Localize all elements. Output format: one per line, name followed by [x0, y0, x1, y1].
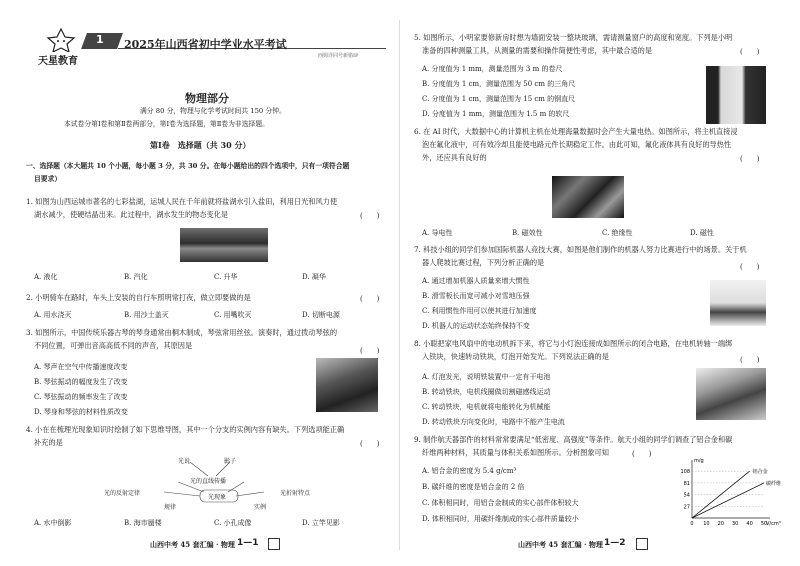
x-axis-label: V/cm³	[766, 521, 781, 527]
q6-option-d: D. 磁性	[690, 229, 714, 237]
series-label: 铝合金	[752, 469, 768, 476]
q3-line-1: 3. 如图所示，中国传统乐器古琴的琴身通常由桐木制成，琴弦常用丝弦。演奏时，通过拨动琴弦的	[26, 328, 338, 337]
motor-circuit-photo	[696, 368, 766, 420]
page-number-right: 1—2	[604, 538, 626, 548]
mass-volume-chart	[676, 458, 792, 530]
q9-line-2: 纤维两种材料，其质量与体积关系如图所示。分析图象可知	[422, 448, 609, 457]
y-tick-label: 81	[683, 480, 690, 487]
mind-map-center: 光现象	[208, 494, 227, 501]
y-tick-label: 108	[680, 469, 690, 476]
mind-map-top-1: 光说	[178, 458, 191, 465]
q8-option-a: A. 灯泡发光，说明铁装置中一定有干电池	[422, 373, 551, 381]
q7-answer-paren: ( )	[740, 263, 760, 271]
footer-book-right: 山西中考 45 套汇编 · 物理	[518, 540, 603, 549]
q5-option-b: B. 分度值为 1 cm，测量范围为 50 cm 的三角尺	[422, 80, 576, 88]
q2-option-c: C. 用嘴吹灭	[214, 311, 252, 319]
q9-option-a: A. 铝合金的密度为 5.4 g/cm³	[422, 467, 517, 475]
footer-qr-icon-right	[636, 538, 648, 550]
mind-map-right: 光折射特点	[280, 490, 311, 497]
q3-option-b: B. 琴弦振动的幅度发生了改变	[34, 378, 128, 386]
q8-option-c: C. 转动铁块，电机就将电能转化为机械能	[422, 403, 551, 411]
subject-title: 物理部分	[185, 92, 229, 105]
q4-option-d: D. 立竿见影	[302, 519, 340, 527]
q7-option-d: D. 机器人的运动状态始终保持不变	[422, 322, 530, 330]
q9-option-c: C. 体积相同时，用铝合金制成的实心部件体积较大	[422, 499, 579, 507]
q9-answer-paren: ( )	[632, 450, 652, 458]
intro-line-1: 满分 80 分，物理与化学考试时间共 150 分钟。	[140, 107, 286, 115]
q1-answer-paren: ( )	[360, 212, 380, 220]
server-cooling-photo	[552, 176, 624, 218]
footer-book: 山西中考 45 套汇编 · 物理	[150, 540, 235, 549]
x-tick-label: 10	[703, 521, 710, 527]
q5-option-d: D. 分度值为 1 mm，测量范围为 1.5 m 的软尺	[422, 110, 570, 118]
page-number: 1—1	[237, 538, 259, 548]
q4-line-2: 补充的是	[34, 438, 63, 447]
right-page	[400, 0, 800, 566]
q5-line-1: 5. 如图所示，小明家要修新房时想为墙面安装一整块玻璃，需请测量窗户的高度和宽度。下列是小明	[414, 33, 733, 42]
q8-option-d: D. 转动铁块方向变化时，电路中不能产生电流	[422, 418, 565, 426]
intro-line-2: 本试卷分第Ⅰ卷和第Ⅱ卷两部分，第Ⅰ卷为选择题，第Ⅱ卷为非选择题。	[64, 120, 269, 128]
y-axis-label: m/g	[694, 458, 704, 464]
robot-skiing-photo	[710, 280, 766, 326]
exam-title: 2025年山西省初中学业水平考试	[124, 38, 287, 51]
q8-line-2: 入铁块，快速转动铁块，灯泡开始发光。下列说法正确的是	[422, 352, 609, 361]
x-tick-label: 0	[690, 521, 694, 527]
q3-option-c: C. 琴弦振动的频率发生了改变	[34, 393, 128, 401]
q5-option-c: C. 分度值为 1 cm，测量范围为 15 cm 的钢直尺	[422, 95, 576, 103]
q6-line-3: 外，还应具有良好的	[422, 153, 487, 162]
mind-map-top-2: 影子	[224, 458, 237, 465]
q7-option-a: A. 通过增加机器人质量来增大惯性	[422, 277, 530, 285]
q8-line-1: 8. 小聪把家电风扇中的电动机拆下来，将它与小灯泡连接成如图所示的闭合电路，在电机转轴一端绑	[414, 339, 733, 348]
q6-option-c: C. 绝缘性	[602, 229, 633, 237]
q1-option-a: A. 液化	[34, 273, 58, 281]
section-desc-2: 目要求）	[34, 175, 62, 183]
q8-answer-paren: ( )	[740, 356, 760, 364]
q9-option-b: B. 碳纤维的密度是铝合金的 2 倍	[422, 483, 525, 491]
q4-option-b: B. 海市蜃楼	[124, 519, 162, 527]
q8-option-b: B. 转动铁块，电机线圈做切割磁感线运动	[422, 388, 551, 396]
mind-map-mid: 光的直线传播	[190, 478, 227, 485]
series-line	[692, 483, 764, 518]
q7-line-2: 器人爬坡比赛过程，下列分析正确的是	[422, 258, 545, 267]
q7-option-c: C. 利用惯性作用可以使其进行加速度	[422, 307, 537, 315]
footer-qr-icon	[268, 538, 280, 550]
mind-map-bottom-1: 规律	[164, 504, 177, 511]
q4-option-c: C. 小孔成像	[214, 519, 252, 527]
mind-map-left: 光的反射定律	[104, 490, 141, 497]
q5-line-2: 准备的四种测量工具，从测量的需要和操作简便性考虑，其中最合适的是	[422, 46, 653, 55]
x-tick-label: 20	[717, 521, 724, 527]
q3-answer-paren: ( )	[360, 347, 380, 355]
window-photo	[706, 66, 766, 124]
star-logo-icon	[44, 28, 78, 52]
x-tick-label: 30	[732, 521, 739, 527]
q6-line-2: 泡在氟化液中，可有效冷却且能使电路元件长期稳定工作。由此可知，氟化液体具有良好的导热性	[422, 140, 732, 149]
guqin-photo	[316, 358, 378, 412]
q2-option-a: A. 用水浇灭	[34, 311, 72, 319]
q7-option-b: B. 滑雪板长而宽可减小对雪地压强	[422, 292, 530, 300]
q6-line-1: 6. 在 AI 时代，大数据中心的计算机主机在处理海量数据时会产生大量电热。如图所示，将主机直接浸	[414, 127, 738, 136]
q1-line-2: 湖水减少，使硬结晶出来。此过程中，湖水发生的物态变化是	[34, 210, 229, 219]
q4-answer-paren: ( )	[360, 440, 380, 448]
brand-name: 天星教育	[38, 56, 78, 67]
y-tick-label: 27	[683, 504, 690, 511]
q2-line-1: 2. 小明骑车在路时，车头上安装的自行车照明常打夜，做立即要做的是	[26, 293, 251, 302]
q5-answer-paren: ( )	[740, 48, 760, 56]
section-heading: 第Ⅰ卷 选择题（共 30 分）	[150, 140, 251, 150]
x-tick-label: 50	[760, 521, 768, 527]
section-desc-1: 一、选择题（本大题共 10 个小题，每小题 3 分，共 30 分。在每小题给出的四个选项中，只有一项符合题	[26, 162, 350, 170]
q1-option-c: C. 升华	[214, 273, 238, 281]
q2-option-d: D. 切断电源	[302, 311, 340, 319]
q3-option-a: A. 琴声在空气中传播速度改变	[34, 363, 128, 371]
x-tick-label: 40	[746, 521, 753, 527]
q3-line-2: 不同位置，可弹出音高高低不同的声音，其原因是	[34, 341, 193, 350]
q3-option-d: D. 琴身和琴弦的材料性质改变	[34, 408, 128, 416]
q6-option-a: A. 导电性	[422, 229, 453, 237]
q1-option-b: B. 汽化	[124, 273, 148, 281]
q2-answer-paren: ( )	[360, 295, 380, 303]
mind-map	[104, 452, 336, 514]
q1-line-1: 1. 如图为山西运城市著名的七彩盐湖，运城人民在千年前就将盐湖水引入盐田，利用日光和风力使	[26, 197, 338, 206]
q6-option-b: B. 磁效性	[512, 229, 543, 237]
q2-option-b: B. 用沙土盖灭	[124, 311, 169, 319]
q6-answer-paren: ( )	[740, 155, 760, 163]
y-tick-label: 54	[683, 492, 690, 499]
series-label: 碳纤维	[766, 480, 782, 487]
q7-line-1: 7. 科技小组的同学们参加国际机器人竞技大赛，如图是他们制作的机器人努力比赛进行中的场景。关于机	[414, 245, 747, 254]
mind-map-bottom-2: 实例	[254, 504, 267, 511]
q9-option-d: D. 体积相同时，用碳纤维制成的实心部件质量较小	[422, 515, 579, 523]
paper-number: 1	[96, 33, 104, 46]
q5-option-a: A. 分度值为 1 mm，测量范围为 3 m 的卷尺	[422, 65, 563, 73]
q9-line-1: 9. 制作航天器部件的材料常常要满足“低密度、高强度”等条件。航天小组的同学们调查了铝合金和碳	[414, 435, 733, 444]
qr-stamp: 西姆详同号新错IP	[318, 53, 359, 59]
q4-line-1: 4. 小在在梳理光现象知识时绘制了如下思维导图，其中一个分支的实例内容有缺失。下列选项能正确	[26, 425, 345, 434]
salt-lake-photo	[180, 228, 268, 262]
q1-option-d: D. 凝华	[302, 273, 326, 281]
q4-option-a: A. 水中倒影	[34, 519, 72, 527]
